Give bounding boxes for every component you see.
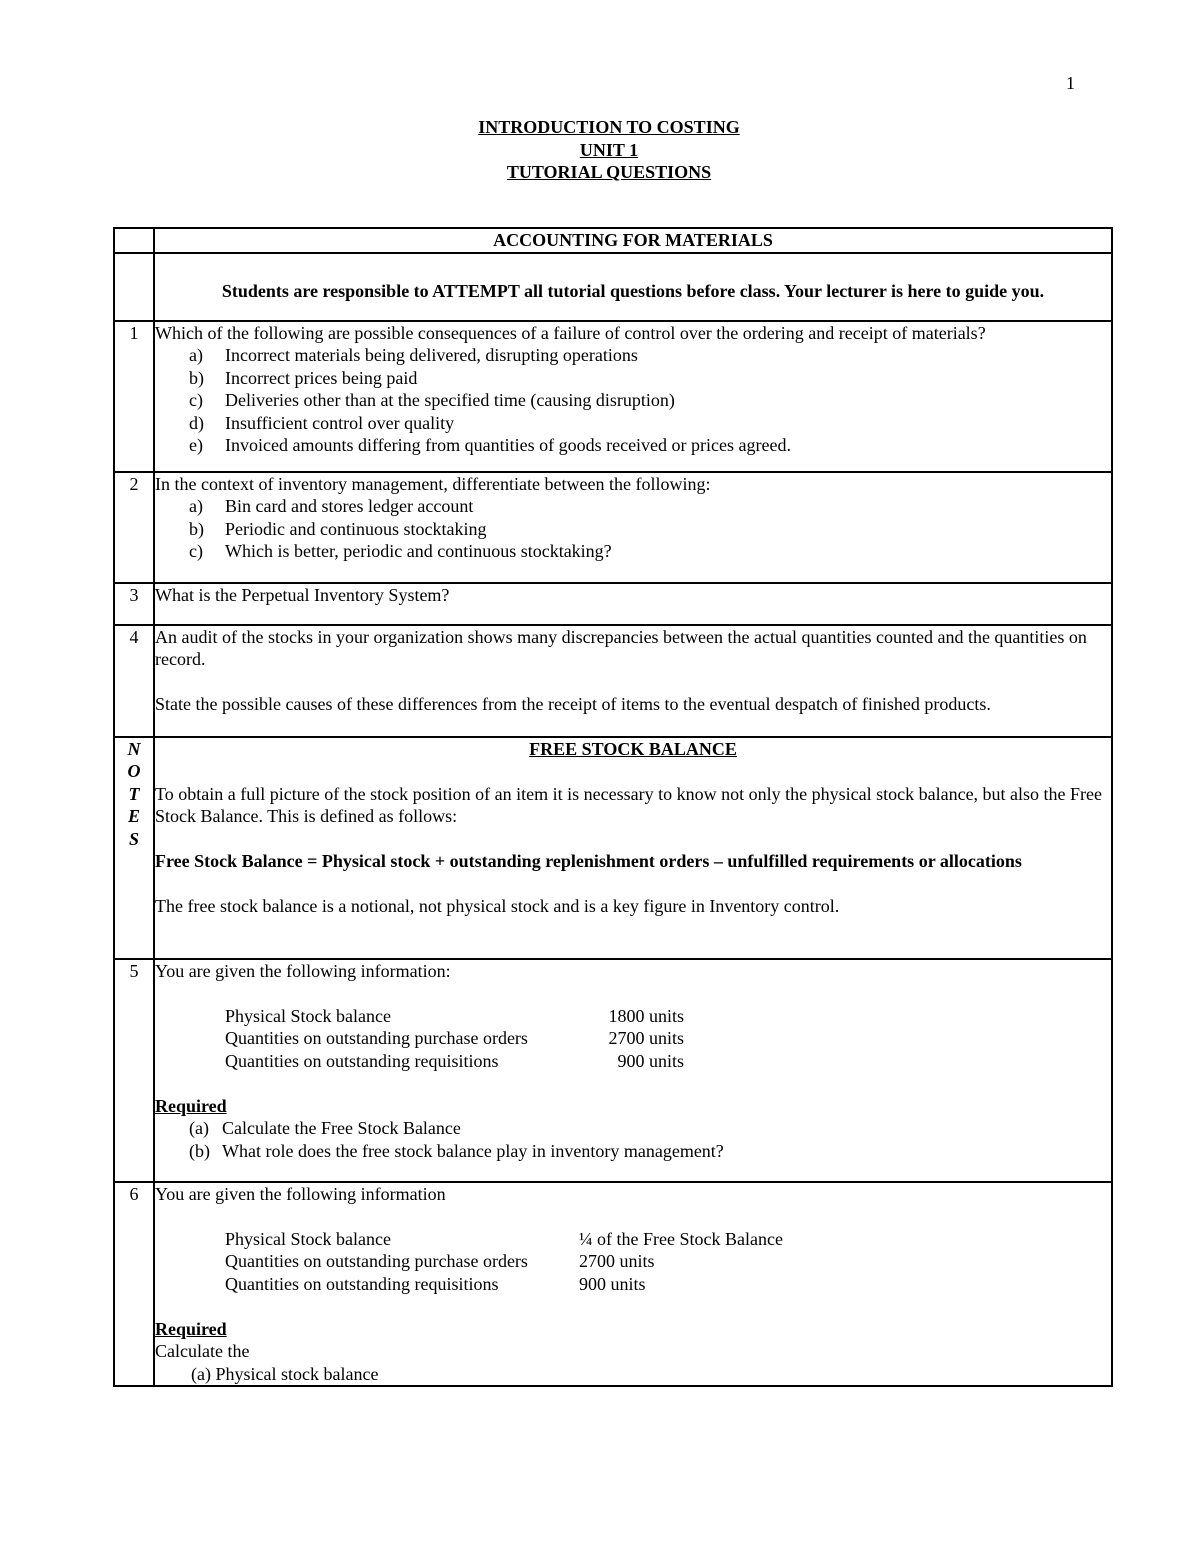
list-item: c) Which is better, periodic and continuous stocktaking? bbox=[189, 541, 612, 561]
question-body bbox=[154, 1182, 1112, 1387]
unit-label: UNIT 1 bbox=[579, 139, 639, 160]
notes-paragraph: The free stock balance is a notional, not physical stock and is a key figure in Inventory control. bbox=[155, 896, 840, 916]
question-row-1 bbox=[114, 321, 1112, 472]
notes-row bbox=[114, 737, 1112, 959]
notes-title: FREE STOCK BALANCE bbox=[529, 738, 737, 759]
question-number: 3 bbox=[114, 583, 154, 625]
list-item: c) Deliveries other than at the specified time (causing disruption) bbox=[189, 390, 675, 410]
number-cell bbox=[114, 228, 154, 253]
question-text: Which of the following are possible consequences of a failure of control over the ordering and receipt of materials? bbox=[155, 322, 986, 343]
required-label: Required bbox=[155, 1095, 227, 1116]
list-item: b) Periodic and continuous stocktaking bbox=[189, 518, 487, 539]
number-cell bbox=[114, 253, 154, 321]
question-number: 6 bbox=[114, 1182, 154, 1387]
info-row: Physical Stock balance 1800 units bbox=[225, 1005, 684, 1026]
question-body bbox=[154, 625, 1112, 737]
question-body bbox=[154, 959, 1112, 1182]
option-list bbox=[155, 344, 1111, 457]
required-list bbox=[155, 1117, 1111, 1162]
info-row: Quantities on outstanding requisitions 900 units bbox=[225, 1050, 684, 1071]
question-row-5 bbox=[114, 959, 1112, 1182]
question-number: 1 bbox=[114, 321, 154, 472]
section-title: ACCOUNTING FOR MATERIALS bbox=[154, 228, 1112, 253]
option-list bbox=[155, 495, 1111, 563]
question-row-3 bbox=[114, 583, 1112, 625]
instruction-text: Students are responsible to ATTEMPT all tutorial questions before class. Your lecturer is here to guide you. bbox=[154, 253, 1112, 321]
question-row-4 bbox=[114, 625, 1112, 737]
notes-label: N O T E S bbox=[114, 737, 154, 959]
question-text: You are given the following information bbox=[155, 1183, 446, 1204]
page-number: 1 bbox=[1066, 73, 1075, 93]
list-item: a) Incorrect materials being delivered, disrupting operations bbox=[189, 345, 638, 365]
list-item: (a) Calculate the Free Stock Balance bbox=[189, 1118, 461, 1138]
question-text: You are given the following information: bbox=[155, 960, 451, 981]
question-text: An audit of the stocks in your organization shows many discrepancies between the actual quantities counted and the quantities on record. bbox=[155, 626, 1087, 669]
list-item: a) Bin card and stores ledger account bbox=[189, 496, 474, 516]
free-stock-formula: Free Stock Balance = Physical stock + outstanding replenishment orders – unfulfilled requirements or allocations bbox=[155, 851, 1022, 871]
document-title: INTRODUCTION TO COSTING bbox=[478, 117, 740, 137]
notes-paragraph: To obtain a full picture of the stock position of an item it is necessary to know not only the physical stock balance, but also the Free Stock Balance. This is defined as follows: bbox=[155, 783, 1103, 826]
tutorial-table bbox=[113, 227, 1113, 1387]
question-text: State the possible causes of these differences from the receipt of items to the eventual despatch of finished products. bbox=[155, 694, 991, 714]
document-headings bbox=[0, 116, 1200, 184]
question-number: 5 bbox=[114, 959, 154, 1182]
question-number: 4 bbox=[114, 625, 154, 737]
info-row: Physical Stock balance ¼ of the Free Stock Balance bbox=[225, 1228, 783, 1249]
question-row-6 bbox=[114, 1182, 1112, 1387]
question-text: Calculate the bbox=[155, 1341, 250, 1361]
question-text: In the context of inventory management, differentiate between the following: bbox=[155, 473, 711, 494]
list-item: (b) What role does the free stock balance play in inventory management? bbox=[189, 1140, 724, 1161]
info-row: Quantities on outstanding requisitions 900 units bbox=[225, 1273, 646, 1294]
list-item: e) Invoiced amounts differing from quantities of goods received or prices agreed. bbox=[189, 435, 791, 455]
list-item: b) Incorrect prices being paid bbox=[189, 367, 418, 388]
notes-body bbox=[154, 737, 1112, 959]
question-body bbox=[154, 472, 1112, 583]
question-body bbox=[154, 321, 1112, 472]
question-text: What is the Perpetual Inventory System? bbox=[154, 583, 1112, 625]
info-row: Quantities on outstanding purchase orders 2700 units bbox=[225, 1251, 655, 1271]
instruction-row bbox=[114, 253, 1112, 321]
list-item: (a) Physical stock balance bbox=[191, 1363, 379, 1384]
question-row-2 bbox=[114, 472, 1112, 583]
document-subtitle: TUTORIAL QUESTIONS bbox=[506, 162, 712, 182]
required-label: Required bbox=[155, 1318, 227, 1339]
list-item: d) Insufficient control over quality bbox=[189, 412, 455, 433]
info-row: Quantities on outstanding purchase orders 2700 units bbox=[225, 1028, 684, 1048]
section-header-row bbox=[114, 228, 1112, 253]
question-number: 2 bbox=[114, 472, 154, 583]
